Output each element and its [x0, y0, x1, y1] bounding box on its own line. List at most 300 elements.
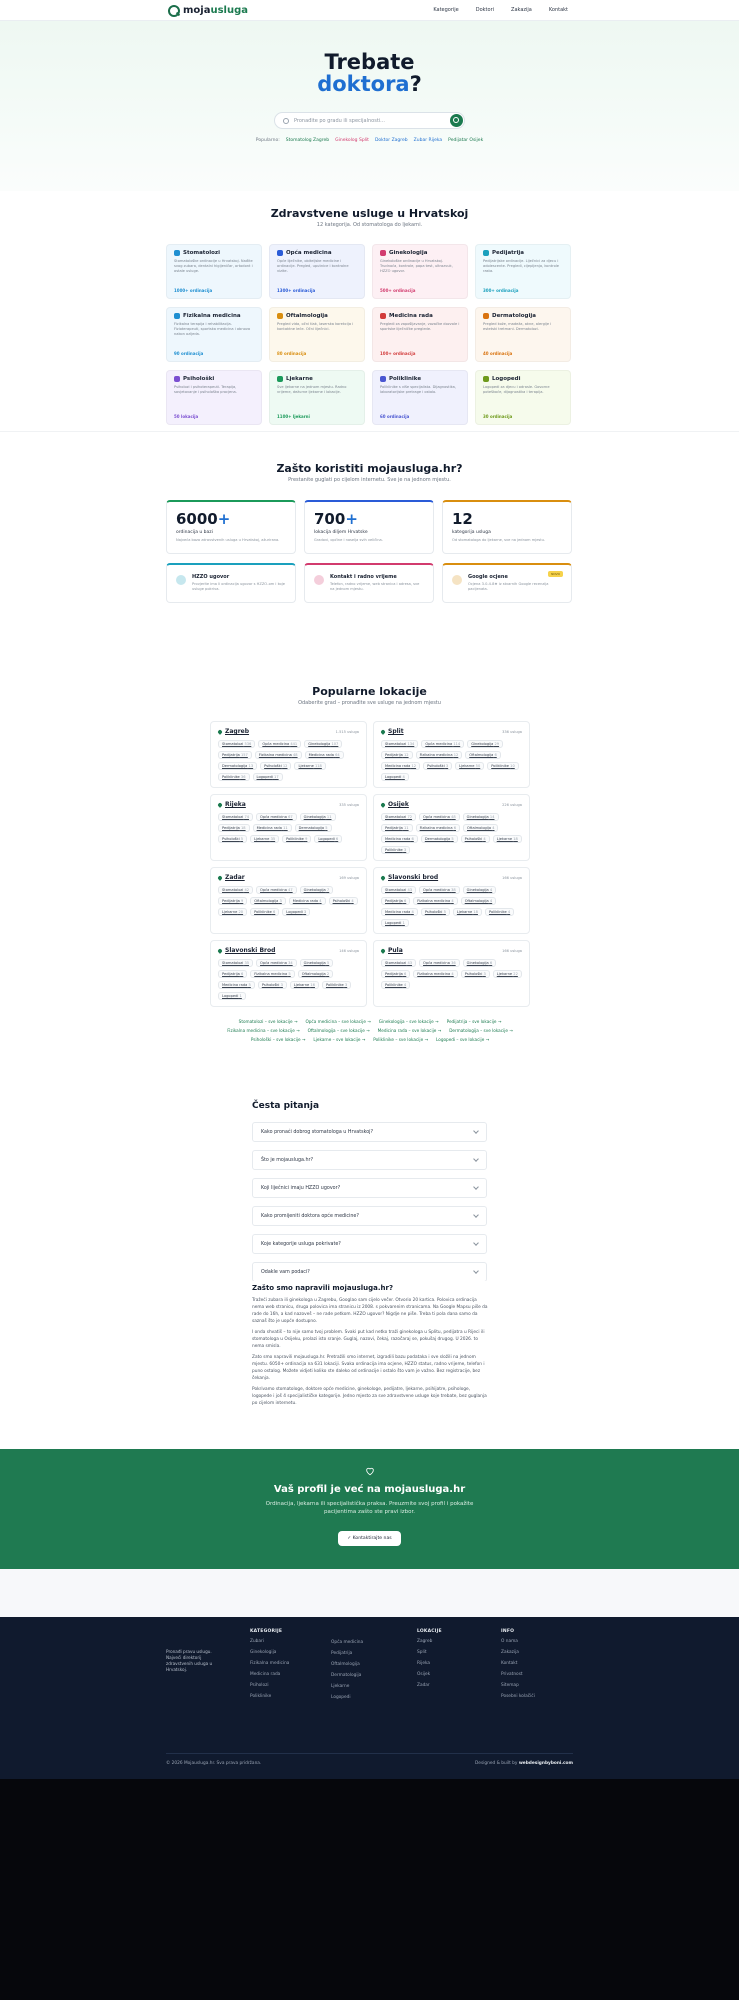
stat-label: lokacija diljem Hrvatske	[314, 530, 368, 535]
tag-count: 6	[411, 837, 414, 841]
location-tag[interactable]	[463, 813, 499, 821]
tag-label: Stomatolozi	[222, 815, 244, 819]
pulse-icon	[380, 376, 386, 382]
footer-link[interactable]: Posebni kolačići	[501, 1694, 535, 1699]
tag-label: Logopedi	[256, 775, 273, 779]
location-tag[interactable]	[295, 824, 332, 832]
location-tag[interactable]	[250, 897, 285, 905]
category-description: Psiholozi i psihoterapeuti. Terapija, savjetovanje i psihološka procjena.	[174, 385, 237, 394]
category-links	[200, 1019, 540, 1042]
credit	[475, 1761, 573, 1766]
location-tag[interactable]	[329, 897, 358, 905]
location-tag[interactable]	[218, 992, 246, 1000]
tag-label: Poliklinike	[325, 983, 344, 987]
category-card[interactable]	[475, 307, 571, 362]
footer-link[interactable]: Zadar	[417, 1683, 430, 1688]
tag-count: 4	[451, 899, 454, 903]
location-tag[interactable]	[305, 751, 344, 759]
location-tag[interactable]	[260, 762, 291, 770]
faq-question[interactable]	[252, 1206, 487, 1226]
location-tag[interactable]	[218, 970, 247, 978]
tag-label: Oftalmologija	[467, 826, 492, 830]
category-card[interactable]	[475, 370, 571, 425]
location-tag[interactable]	[250, 970, 294, 978]
footer-link[interactable]: Kontakt	[501, 1661, 518, 1666]
location-tag[interactable]	[381, 740, 418, 748]
speech-icon	[483, 376, 489, 382]
tag-count: 1	[402, 921, 405, 925]
location-tag[interactable]	[381, 824, 413, 832]
popular-search-link[interactable]: Stomatolog Zagreb	[285, 138, 330, 143]
faq-question[interactable]	[252, 1122, 487, 1142]
feature-title: Kontakt i radno vrijeme	[330, 574, 397, 580]
footer-link[interactable]: Sitemap	[501, 1683, 519, 1688]
faq-question[interactable]	[252, 1178, 487, 1198]
all-locations-link[interactable]: Logopedi – sve lokacije →	[436, 1037, 490, 1042]
tag-label: Psihološki	[222, 837, 240, 841]
all-locations-link[interactable]: Ginekologija – sve lokacije →	[378, 1019, 439, 1024]
location-name[interactable]: Split	[381, 728, 404, 735]
tag-count: 17	[274, 775, 279, 779]
location-tag[interactable]	[485, 908, 514, 916]
location-tag[interactable]	[381, 897, 410, 905]
tag-count: 6	[494, 753, 497, 757]
tag-label: Fizikalna medicina	[419, 826, 453, 830]
tag-count: 6	[240, 972, 244, 976]
category-card[interactable]	[372, 370, 468, 425]
footer-link[interactable]: Zagreb	[417, 1639, 433, 1644]
credit-link[interactable]: webdesignbyboni.com	[518, 1761, 573, 1766]
logo-prefix: moja	[183, 5, 211, 16]
location-tag[interactable]	[218, 981, 255, 989]
popular-search-link[interactable]: Pedijatar Osijek	[448, 138, 484, 143]
tag-count: 16	[310, 983, 315, 987]
location-tag[interactable]	[421, 908, 450, 916]
spacer	[0, 1569, 739, 1617]
category-card[interactable]	[166, 307, 262, 362]
all-locations-link[interactable]: Stomatolozi – sve lokacije →	[238, 1019, 298, 1024]
tag-label: Poliklinike	[222, 775, 240, 779]
location-card	[373, 867, 530, 934]
all-locations-link[interactable]: Psihološki – sve lokacije →	[250, 1037, 306, 1042]
footer-link[interactable]: Pedijatrija	[331, 1651, 353, 1656]
location-tag[interactable]	[253, 824, 292, 832]
popular-search-link[interactable]: Doktor Zagreb	[374, 138, 408, 143]
location-tag[interactable]	[419, 813, 460, 821]
location-tag[interactable]	[381, 813, 416, 821]
category-card[interactable]	[372, 244, 468, 299]
location-tag[interactable]	[294, 762, 325, 770]
tag-label: Pedijatrija	[222, 826, 240, 830]
location-tag[interactable]	[253, 773, 283, 781]
nav-link-kontakt[interactable]: Kontakt	[548, 7, 568, 13]
heart-icon	[365, 1466, 375, 1476]
hero-title-accent: doktora	[317, 72, 410, 96]
category-count: 1300+ ordinacija	[277, 288, 316, 293]
category-title	[483, 250, 563, 256]
tag-label: Stomatolozi	[222, 888, 244, 892]
main-nav	[433, 7, 568, 13]
location-tag[interactable]	[461, 835, 490, 843]
category-name: Fizikalna medicina	[183, 313, 241, 319]
nav-link-kategorije[interactable]: Kategorije	[433, 7, 459, 13]
feature-title: HZZO ugovor	[192, 574, 230, 580]
why-subtitle: Prestanite guglati po cijelom internetu. Sve je na jednom mjestu.	[288, 477, 451, 483]
footer-col-categories-2	[331, 1640, 363, 1706]
footer-link[interactable]: O nama	[501, 1639, 518, 1644]
location-tag[interactable]	[258, 740, 301, 748]
stat-label: ordinacija u bazi	[176, 530, 213, 535]
location-tag[interactable]	[463, 959, 497, 967]
all-locations-link[interactable]: Poliklinike – sve lokacije →	[373, 1037, 428, 1042]
category-card[interactable]	[166, 370, 262, 425]
category-description: Ginekološke ordinacije u Hrvatskoj. Trudnoća, kontrole, papa test, ultrazvuk, HZZO ugovor.	[380, 259, 453, 273]
footer-link[interactable]: Psiholozi	[250, 1683, 269, 1688]
tag-label: Stomatolozi	[385, 961, 407, 965]
category-name: Psihološki	[183, 376, 215, 382]
location-tag[interactable]	[423, 762, 452, 770]
category-description: Pedijatrijske ordinacije. Liječnici za djecu i adolescente. Pregledi, cijepljenja, kontrole rasta.	[483, 259, 559, 273]
tag-label: Fizikalna medicina	[417, 899, 451, 903]
tag-count: 4	[402, 775, 405, 779]
tag-count: 5	[240, 837, 244, 841]
tag-label: Ginekologija	[466, 961, 489, 965]
location-tag[interactable]	[298, 970, 333, 978]
location-tag[interactable]	[461, 897, 496, 905]
location-card	[373, 940, 530, 1007]
location-tag[interactable]	[381, 835, 418, 843]
location-tag[interactable]	[416, 824, 460, 832]
location-tag[interactable]	[493, 835, 522, 843]
google-icon	[452, 575, 462, 585]
tag-label: Ljekarne	[222, 910, 238, 914]
location-tag[interactable]	[218, 740, 255, 748]
tag-count: 48	[292, 753, 298, 757]
location-tag[interactable]	[461, 970, 490, 978]
stat-plus: +	[345, 510, 358, 528]
category-name: Poliklinike	[389, 376, 422, 382]
category-title	[380, 313, 460, 319]
footer-bottom	[166, 1753, 573, 1766]
locations-title: Popularne lokacije	[312, 685, 427, 698]
location-tag[interactable]	[218, 886, 253, 894]
tag-count: 11	[283, 826, 288, 830]
tag-label: Fizikalna medicina	[417, 972, 451, 976]
footer-link[interactable]: Opća medicina	[331, 1640, 364, 1645]
location-tag[interactable]	[300, 886, 334, 894]
category-card[interactable]	[372, 307, 468, 362]
stat-card	[166, 500, 296, 554]
location-name[interactable]: Zadar	[218, 874, 245, 881]
location-tag[interactable]	[218, 835, 247, 843]
location-tag[interactable]	[453, 908, 482, 916]
location-tag[interactable]	[463, 824, 498, 832]
feature-card	[166, 563, 296, 603]
footer-link[interactable]: Split	[417, 1650, 427, 1655]
footer-heading: INFO	[501, 1629, 515, 1634]
category-title	[277, 250, 357, 256]
popular-search-link[interactable]: Zubar Rijeka	[413, 138, 443, 143]
location-name[interactable]: Slavonski Brod	[218, 947, 275, 954]
category-title	[483, 313, 563, 319]
all-locations-link[interactable]: Ljekarne – sve lokacije →	[313, 1037, 366, 1042]
location-tag[interactable]	[290, 981, 319, 989]
faq-question-text: Kako promijeniti doktora opće medicine?	[261, 1213, 359, 1219]
about-paragraph: Tražeći zubara ili ginekologa u Zagrebu, Googlao sam cijelo večer. Otvorio 20 kartica. Polovica ordinacija nema web stranicu, druga polovica ima stranicu iz 2008. s pokvarenim stranicama. Na Google Mapsu piše da rade do 16h, a kad nazoveš – ne rade petkom. HZZO ugovor? Nigdje ne piše. Treba ti pola dana samo da saznaš što je uopće dostupno.	[252, 1298, 488, 1324]
location-tag[interactable]	[381, 970, 410, 978]
stethoscope-icon	[277, 250, 283, 256]
tooth-icon	[174, 250, 180, 256]
location-tag[interactable]	[322, 981, 351, 989]
tag-label: Ginekologija	[466, 888, 489, 892]
location-tag[interactable]	[300, 959, 334, 967]
location-tag[interactable]	[381, 908, 418, 916]
location-tag[interactable]	[381, 981, 410, 989]
all-locations-link[interactable]: Opća medicina – sve lokacije →	[305, 1019, 371, 1024]
category-name: Ljekarne	[286, 376, 313, 382]
tag-count: 5	[326, 961, 330, 965]
tag-count: 6	[489, 961, 493, 965]
categories-grid	[166, 244, 573, 425]
stat-label: kategorija usluga	[452, 530, 491, 535]
tag-count: 4	[451, 972, 454, 976]
location-tag[interactable]	[381, 846, 410, 854]
faq-question[interactable]	[252, 1262, 487, 1282]
faq-question-text: Što je mojausluga.hr?	[261, 1157, 314, 1163]
category-count: 30 ordinacija	[483, 414, 513, 419]
tag-count: 10	[510, 764, 515, 768]
category-card[interactable]	[475, 244, 571, 299]
faq-question-text: Koje kategorije usluga pokrivate?	[261, 1241, 341, 1247]
tag-label: Ljekarne	[459, 764, 475, 768]
location-tag[interactable]	[256, 886, 297, 894]
footer-link[interactable]: Privatnost	[501, 1672, 523, 1677]
locations-grid	[210, 721, 530, 1007]
location-tag[interactable]	[419, 959, 460, 967]
location-tag[interactable]	[413, 970, 457, 978]
all-locations-link[interactable]: Medicina rada – sve lokacije →	[377, 1028, 442, 1033]
category-card[interactable]	[269, 370, 365, 425]
location-tag[interactable]	[218, 897, 247, 905]
features-grid	[166, 563, 573, 603]
tag-count: 42	[244, 888, 250, 892]
tag-count: 12	[453, 753, 459, 757]
category-count: 80 ordinacija	[277, 351, 307, 356]
location-tag[interactable]	[218, 773, 250, 781]
tag-count: 72	[407, 815, 413, 819]
tag-count: 3	[403, 848, 407, 852]
location-tag[interactable]	[258, 981, 287, 989]
about-body	[252, 1297, 490, 1411]
category-card[interactable]	[269, 244, 365, 299]
hero-title-end: ?	[409, 72, 422, 96]
faq-question-text: Odakle vam podaci?	[261, 1269, 310, 1275]
all-locations-link[interactable]: Pedijatrija – sve lokacije →	[446, 1019, 502, 1024]
location-tag[interactable]	[381, 762, 420, 770]
tag-label: Psihološki	[427, 764, 445, 768]
category-count: 1100+ ljekarni	[277, 414, 310, 419]
stat-description: Od stomatologa do ljekarne, sve na jednom mjestu.	[452, 538, 546, 542]
location-tags	[381, 959, 522, 989]
footer-link[interactable]: Ginekologija	[250, 1650, 277, 1655]
location-tag[interactable]	[467, 740, 503, 748]
footer-link[interactable]: Oftalmologija	[331, 1662, 360, 1667]
location-tag[interactable]	[256, 959, 297, 967]
location-header	[218, 728, 359, 735]
tag-label: Poliklinike	[385, 848, 403, 852]
tag-label: Medicina rada	[256, 826, 282, 830]
location-tag[interactable]	[218, 751, 252, 759]
search-bar	[274, 112, 465, 129]
location-tag[interactable]	[381, 773, 409, 781]
about-section	[0, 1281, 739, 1449]
nav-link-doktori[interactable]: Doktori	[475, 7, 495, 13]
location-tag[interactable]	[381, 919, 409, 927]
work-icon	[380, 313, 386, 319]
tag-count: 14	[489, 815, 495, 819]
location-header	[381, 801, 522, 808]
footer-link[interactable]: Ljekarne	[331, 1684, 350, 1689]
category-description: Pregledi za zapošljavanje, vozačke dozvole i sportske liječničke preglede.	[380, 322, 460, 331]
tag-count: 5	[325, 826, 328, 830]
footer-link[interactable]: Poliklinike	[250, 1694, 272, 1699]
categories-subtitle: 12 kategorija. Od stomatologa do ljekarni.	[316, 222, 423, 228]
tag-count: 11	[326, 815, 332, 819]
tag-count: 4	[489, 888, 493, 892]
popular-search-link[interactable]: Ginekolog Split	[335, 138, 369, 143]
footer-link[interactable]: Medicina rada	[250, 1672, 281, 1677]
tag-count: 36	[240, 775, 246, 779]
location-tag[interactable]	[421, 835, 458, 843]
footer-link[interactable]: Zakazija	[501, 1650, 519, 1655]
location-tag[interactable]	[493, 970, 522, 978]
all-locations-link[interactable]: Fizikalna medicina – sve lokacije →	[227, 1028, 300, 1033]
cta-section	[0, 1449, 739, 1569]
category-name: Stomatolozi	[183, 250, 220, 256]
footer-link[interactable]: Rijeka	[417, 1661, 431, 1666]
phone-icon	[314, 575, 324, 585]
stat-number: 6000	[176, 510, 218, 528]
category-title	[174, 313, 254, 319]
location-tag[interactable]	[289, 897, 326, 905]
location-tag[interactable]	[413, 897, 457, 905]
location-header	[381, 728, 522, 735]
tag-count: 34	[288, 961, 293, 965]
location-tag[interactable]	[255, 751, 302, 759]
faq-question[interactable]	[252, 1234, 487, 1254]
footer-link[interactable]: Zubari	[250, 1639, 264, 1644]
location-tag[interactable]	[381, 751, 413, 759]
location-tag[interactable]	[218, 762, 257, 770]
location-tag[interactable]	[218, 813, 253, 821]
category-card[interactable]	[166, 244, 262, 299]
logo[interactable]	[167, 4, 248, 17]
location-tag[interactable]	[282, 908, 310, 916]
location-tag[interactable]	[463, 886, 497, 894]
location-card	[210, 721, 367, 788]
footer-link[interactable]: Osijek	[417, 1672, 431, 1677]
location-name[interactable]: Pula	[381, 947, 403, 954]
tag-label: Ginekologija	[303, 815, 326, 819]
all-locations-link[interactable]: Oftalmologija – sve lokacije →	[307, 1028, 370, 1033]
tag-count: 3	[280, 983, 283, 987]
feature-description: Telefon, radno vrijeme, web stranica i adresa, sve na jednom mjestu.	[330, 582, 420, 591]
tag-label: Medicina rada	[308, 753, 334, 757]
location-tag[interactable]	[250, 908, 279, 916]
location-tag[interactable]	[455, 762, 484, 770]
tag-label: Medicina rada	[385, 837, 411, 841]
location-tag[interactable]	[218, 908, 247, 916]
tag-label: Opća medicina	[425, 742, 453, 746]
location-name[interactable]: Zagreb	[218, 728, 249, 735]
tag-count: 7	[326, 888, 330, 892]
location-tag[interactable]	[421, 740, 464, 748]
tag-label: Fizikalna medicina	[254, 972, 288, 976]
location-tag[interactable]	[218, 959, 253, 967]
faq-question[interactable]	[252, 1150, 487, 1170]
location-tag[interactable]	[250, 835, 279, 843]
location-tag[interactable]	[381, 959, 416, 967]
location-tag[interactable]	[282, 835, 311, 843]
location-tag[interactable]	[218, 824, 250, 832]
tag-label: Ljekarne	[254, 837, 270, 841]
location-card	[210, 940, 367, 1007]
location-count: 146 usluga	[339, 948, 359, 953]
location-tag[interactable]	[314, 835, 342, 843]
about-title: Zašto smo napravili mojausluga.hr?	[252, 1284, 394, 1292]
stat-number: 12	[452, 510, 473, 528]
location-tag[interactable]	[256, 813, 297, 821]
location-tag[interactable]	[416, 751, 463, 759]
tag-label: Ljekarne	[298, 764, 314, 768]
footer-link[interactable]: Dermatologija	[331, 1673, 362, 1678]
category-card[interactable]	[269, 307, 365, 362]
tag-label: Fizikalna medicina	[258, 753, 292, 757]
footer-heading: KATEGORIJE	[250, 1629, 283, 1634]
tag-label: Medicina rada	[385, 910, 411, 914]
location-name[interactable]: Rijeka	[218, 801, 246, 808]
location-tag[interactable]	[465, 751, 500, 759]
location-tag[interactable]	[419, 886, 460, 894]
cta-contact-button[interactable]: ✓ Kontaktirajte nas	[338, 1531, 401, 1546]
location-name[interactable]: Osijek	[381, 801, 409, 808]
location-tag[interactable]	[381, 886, 416, 894]
search-input[interactable]: Pronađite po gradu ili specijalnosti...	[294, 118, 385, 124]
footer-link[interactable]: Logopedi	[331, 1695, 351, 1700]
tag-count: 3	[303, 910, 307, 914]
nav-link-zakazija[interactable]: Zakazija	[511, 7, 532, 13]
footer-link[interactable]: Fizikalna medicina	[250, 1661, 290, 1666]
stat-value	[176, 510, 286, 528]
location-tag[interactable]	[300, 813, 336, 821]
all-locations-link[interactable]: Dermatologija – sve lokacije →	[449, 1028, 513, 1033]
tag-count: 13	[248, 764, 254, 768]
location-header	[381, 947, 522, 954]
stats-grid	[166, 500, 573, 554]
stat-description: Najveća baza zdravstvenih usluga u Hrvatskoj, ažurirana.	[176, 538, 280, 542]
faq-title: Česta pitanja	[252, 1101, 320, 1111]
chevron-down-icon	[473, 1212, 479, 1218]
location-tag[interactable]	[304, 740, 342, 748]
tag-count: 9	[305, 837, 308, 841]
location-tag[interactable]	[487, 762, 519, 770]
category-name: Opća medicina	[286, 250, 332, 256]
locations-section	[0, 641, 739, 1101]
search-button[interactable]	[450, 114, 463, 127]
location-name[interactable]: Slavonski brod	[381, 874, 438, 881]
location-count: 166 usluga	[502, 948, 522, 953]
tag-label: Medicina rada	[385, 764, 411, 768]
